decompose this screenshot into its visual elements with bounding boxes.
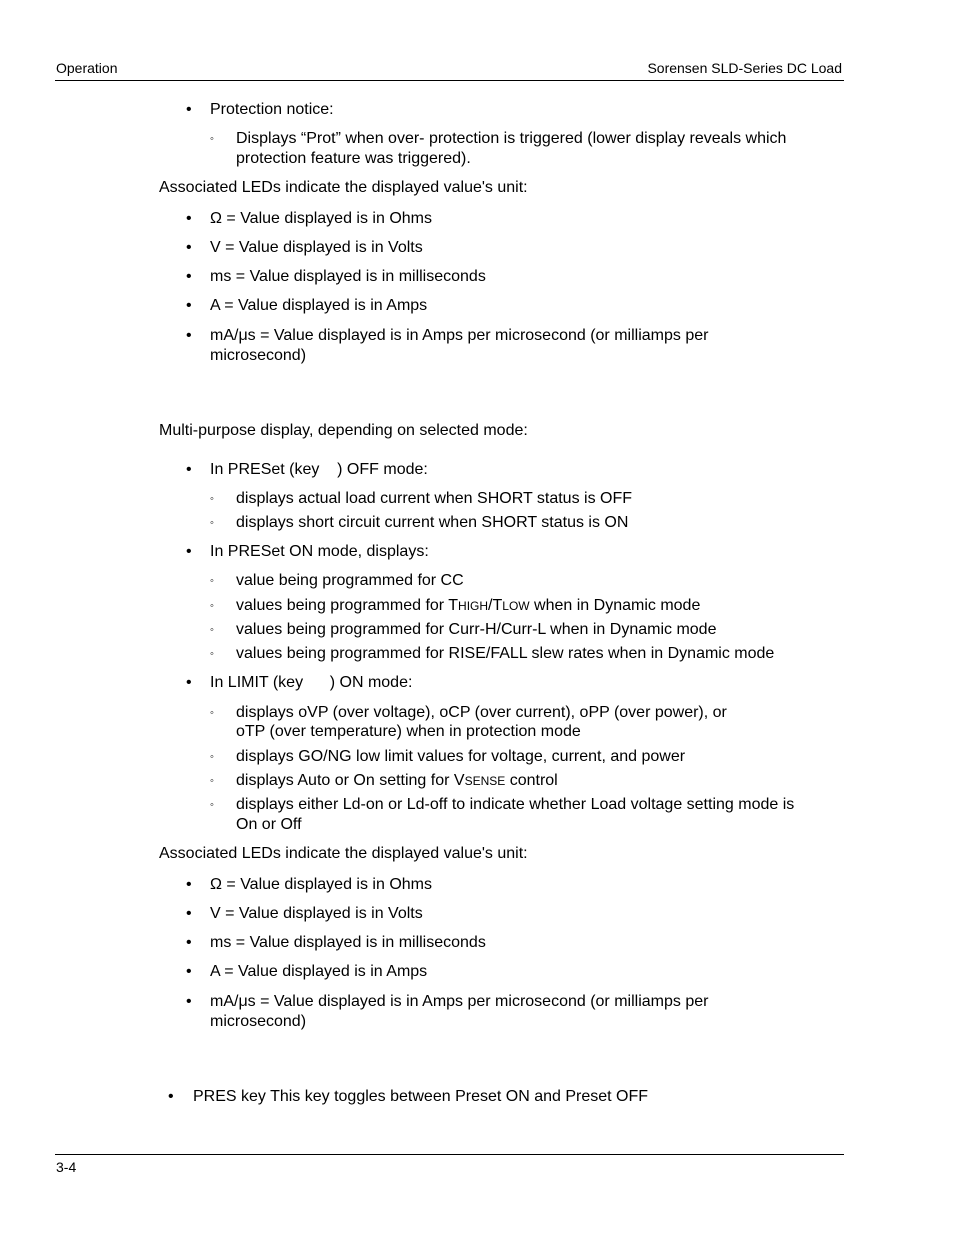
bullet-icon: • [186,268,192,285]
unit-ms-2: ms = Value displayed is in milliseconds [210,934,486,951]
footer-rule [55,1154,844,1155]
sub-bullet-icon: ◦ [210,493,214,505]
preset-on-sub-4: values being programmed for RISE/FALL slew rates when in Dynamic mode [236,645,775,662]
unit-amps-1: A = Value displayed is in Amps [210,297,428,314]
sub-bullet-icon: ◦ [210,707,214,719]
sub-bullet-icon: ◦ [210,648,214,660]
preset-on-sub-2 [236,596,700,616]
header-left: Operation [56,60,118,76]
sub2-high: HIGH [458,599,489,613]
bullet-icon: • [186,993,192,1010]
unit-volts-2: V = Value displayed is in Volts [210,905,423,922]
header-right: Sorensen SLD-Series DC Load [647,60,842,76]
bullet-icon: • [186,239,192,256]
sub-bullet-icon: ◦ [210,133,214,145]
sub3-sense: SENSE [464,774,506,788]
unit-ohms-1: Ω = Value displayed is in Ohms [210,210,432,227]
page-number: 3-4 [56,1159,77,1175]
limit-on-sub-3 [236,771,558,791]
unit-ma-us-line1-2: mA/μs = Value displayed is in Amps per microsecond (or milliamps per [210,993,709,1010]
preset-on-sub-3: values being programmed for Curr-H/Curr-L when in Dynamic mode [236,621,717,638]
protection-sub-line1: Displays “Prot” when over- protection is triggered (lower display reveals which [236,130,787,147]
sub2-suffix: when in Dynamic mode [529,597,701,614]
limit-on-sub-1-line1: displays oVP (over voltage), oCP (over current), oPP (over power), or [236,704,727,721]
sub-bullet-icon: ◦ [210,575,214,587]
bullet-icon: • [186,963,192,980]
bullet-icon: • [186,543,192,560]
sub3-prefix: displays Auto or On setting for V [236,772,465,789]
unit-ma-us-line2-2: microsecond) [210,1013,307,1030]
limit-on-sub-2: displays GO/NG low limit values for voltage, current, and power [236,748,686,765]
limit-on-sub-4-line2: On or Off [236,816,302,833]
limit-on-sub-4-line1: displays either Ld-on or Ld-off to indicate whether Load voltage setting mode is [236,796,795,813]
bullet-icon: • [186,101,192,118]
bullet-icon: • [186,876,192,893]
limit-on-sub-1-line2: oTP (over temperature) when in protection mode [236,723,581,740]
bullet-icon: • [186,461,192,478]
header-rule [55,80,844,81]
preset-on-sub-1: value being programmed for CC [236,572,464,589]
bullet-icon: • [186,327,192,344]
unit-ma-us-line1-1: mA/μs = Value displayed is in Amps per microsecond (or milliamps per [210,327,709,344]
preset-off-label: In PRESet (key ) OFF mode: [210,461,428,478]
preset-off-sub-1: displays actual load current when SHORT status is OFF [236,490,633,507]
unit-volts-1: V = Value displayed is in Volts [210,239,423,256]
units-intro-2: Associated LEDs indicate the displayed value's unit: [159,845,528,862]
sub2-low: LOW [502,599,530,613]
units-intro-1: Associated LEDs indicate the displayed value's unit: [159,179,528,196]
preset-on-label: In PRESet ON mode, displays: [210,543,429,560]
protection-notice: Protection notice: [210,101,334,118]
bullet-icon: • [186,210,192,227]
sub-bullet-icon: ◦ [210,517,214,529]
unit-ms-1: ms = Value displayed is in milliseconds [210,268,486,285]
bullet-icon: • [168,1088,174,1105]
unit-ma-us-line2-1: microsecond) [210,347,307,364]
unit-amps-2: A = Value displayed is in Amps [210,963,428,980]
unit-ohms-2: Ω = Value displayed is in Ohms [210,876,432,893]
sub2-slash: /T [488,597,503,614]
sub-bullet-icon: ◦ [210,799,214,811]
bullet-icon: • [186,934,192,951]
protection-sub-line2: protection feature was triggered). [236,150,471,167]
preset-off-sub-2: displays short circuit current when SHORT status is ON [236,514,629,531]
sub2-prefix: values being programmed for T [236,597,459,614]
bullet-icon: • [186,905,192,922]
sub-bullet-icon: ◦ [210,624,214,636]
multi-purpose-intro: Multi-purpose display, depending on selected mode: [159,422,528,439]
pres-key-description: PRES key This key toggles between Preset ON and Preset OFF [193,1088,649,1105]
sub3-suffix: control [505,772,558,789]
sub-bullet-icon: ◦ [210,775,214,787]
limit-on-label: In LIMIT (key ) ON mode: [210,674,413,691]
bullet-icon: • [186,674,192,691]
sub-bullet-icon: ◦ [210,600,214,612]
bullet-icon: • [186,297,192,314]
sub-bullet-icon: ◦ [210,751,214,763]
